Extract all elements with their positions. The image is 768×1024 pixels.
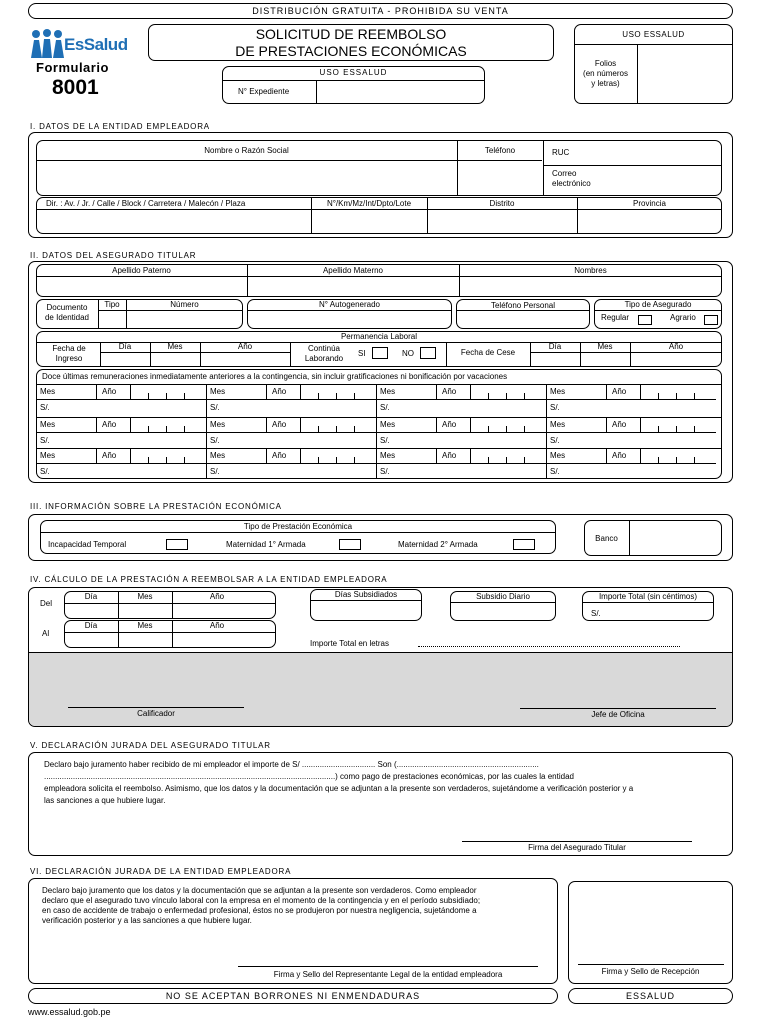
autogenerado-label: N° Autogenerado — [318, 300, 381, 309]
regular-checkbox[interactable] — [638, 315, 652, 325]
del-dia-label: Día — [84, 592, 98, 601]
maternidad2-label: Maternidad 2° Armada — [398, 540, 478, 549]
tipo-asegurado-label: Tipo de Asegurado — [624, 300, 692, 309]
al-dia-label: Día — [84, 621, 98, 630]
anio-divider — [640, 418, 641, 432]
anio-divider — [300, 418, 301, 432]
numero-direccion-field[interactable] — [312, 210, 426, 232]
al-label: Al — [42, 629, 50, 638]
remuneracion-6-field[interactable] — [230, 433, 370, 447]
mes-divider — [606, 385, 607, 399]
doce-ultimas-label: Doce últimas remuneraciones inmediatamente anteriores a la contingencia, sin incluir gratificaciones ni bonificación por vacaciones — [42, 372, 508, 381]
direccion-field[interactable] — [38, 210, 310, 232]
banco-label: Banco — [595, 534, 618, 543]
mes-label: Mes — [550, 420, 566, 429]
ingreso-mes-label: Mes — [167, 342, 183, 351]
agrario-label: Agrario — [670, 313, 696, 322]
permanencia-label: Permanencia Laboral — [340, 332, 418, 341]
anio-divider — [470, 449, 471, 463]
soles-label: S/. — [550, 403, 560, 412]
website-link[interactable]: www.essalud.gob.pe — [28, 1007, 111, 1017]
no-label: NO — [402, 349, 414, 358]
people-logo-icon — [30, 28, 66, 58]
correo-field[interactable] — [610, 167, 720, 194]
remuneracion-9-field[interactable] — [60, 464, 200, 478]
al-mes-label: Mes — [137, 621, 153, 630]
del-label: Del — [40, 599, 53, 608]
subsidio-diario-field[interactable] — [452, 603, 554, 619]
soles-label: S/. — [210, 403, 220, 412]
telefono-personal-label: Teléfono Personal — [490, 301, 556, 310]
anio-divider — [300, 385, 301, 399]
del-anio-label: Año — [209, 592, 225, 601]
declaracion-entidad-line2: declaro que el asegurado tuvo vínculo laboral con la empresa en el momento de la contingencia y en el período subsidiado; — [42, 896, 481, 905]
mes-label: Mes — [210, 420, 226, 429]
fecha-ingreso-label-2: Ingreso — [55, 354, 83, 363]
telefono-personal-field[interactable] — [458, 311, 588, 327]
jefe-oficina-label: Jefe de Oficina — [591, 710, 645, 719]
cese-mes-label: Mes — [597, 342, 613, 351]
anio-divider — [130, 385, 131, 399]
cese-dia-label: Día — [548, 342, 562, 351]
mes-label: Mes — [380, 451, 396, 460]
continua-label-1: Continúa — [307, 344, 341, 353]
anio-label: Año — [612, 451, 627, 460]
dias-subsidiados-label: Días Subsidiados — [334, 590, 398, 599]
mes-divider — [436, 418, 437, 432]
mes-divider — [266, 385, 267, 399]
soles-label: S/. — [380, 403, 390, 412]
fecha-cese-label: Fecha de Cese — [460, 348, 516, 357]
tipo-prestacion-label: Tipo de Prestación Económica — [243, 522, 353, 531]
no-checkbox[interactable] — [420, 347, 436, 359]
uso-essalud-center: USO ESSALUD — [319, 68, 388, 77]
mes-divider — [606, 418, 607, 432]
soles-label: S/. — [550, 467, 560, 476]
expediente-field[interactable] — [317, 81, 483, 103]
apellido-paterno-label: Apellido Paterno — [112, 266, 171, 275]
remuneracion-3-field[interactable] — [400, 400, 540, 414]
tipo-doc-label: Tipo — [104, 300, 120, 309]
declaracion-entidad-line4: verificación posterior y a las sanciones a que hubiere lugar. — [42, 916, 252, 925]
al-anio-label: Año — [209, 621, 225, 630]
folios-label-1: Folios — [594, 59, 617, 68]
folios-label-3: y letras) — [591, 79, 620, 88]
ruc-field[interactable] — [600, 142, 720, 164]
brand-name: EsSalud — [64, 35, 128, 54]
razon-social-label: Nombre o Razón Social — [204, 146, 289, 155]
provincia-field[interactable] — [578, 210, 721, 232]
si-label: SI — [358, 349, 366, 358]
anio-label: Año — [272, 451, 287, 460]
documento-label-2: de Identidad — [44, 313, 90, 322]
mes-divider — [96, 385, 97, 399]
correo-label-2: electrónico — [552, 179, 591, 188]
cese-anio-label: Año — [668, 342, 684, 351]
firma-asegurado-label: Firma del Asegurado Titular — [528, 843, 626, 852]
calificador-label: Calificador — [137, 709, 175, 718]
anio-label: Año — [102, 420, 117, 429]
mes-divider — [436, 449, 437, 463]
distrito-label: Distrito — [489, 199, 515, 208]
section3-title: III. INFORMACIÓN SOBRE LA PRESTACIÓN ECONÓMICA — [30, 502, 282, 511]
mes-label: Mes — [550, 451, 566, 460]
maternidad1-checkbox[interactable] — [339, 539, 361, 550]
anio-label: Año — [272, 387, 287, 396]
agrario-checkbox[interactable] — [704, 315, 718, 325]
apellido-materno-label: Apellido Materno — [322, 266, 384, 275]
expediente-label: N° Expediente — [238, 87, 290, 96]
direccion-label: Dir. : Av. / Jr. / Calle / Block / Carretera / Malecón / Plaza — [46, 199, 246, 208]
banco-field[interactable] — [630, 522, 720, 554]
remuneracion-2-field[interactable] — [230, 400, 370, 414]
firma-representante-field[interactable] — [238, 935, 538, 966]
remuneracion-7-field[interactable] — [400, 433, 540, 447]
remuneracion-4-field[interactable] — [570, 400, 710, 414]
fecha-ingreso-label-1: Fecha de — [52, 344, 86, 353]
soles-label: S/. — [210, 467, 220, 476]
title-line1: SOLICITUD DE REEMBOLSO — [255, 26, 447, 42]
del-mes-label: Mes — [137, 592, 153, 601]
firma-representante-label: Firma y Sello del Representante Legal de la entidad empleadora — [273, 970, 503, 979]
anio-label: Año — [612, 420, 627, 429]
section5-title: V. DECLARACIÓN JURADA DEL ASEGURADO TITULAR — [30, 741, 271, 750]
autogenerado-field[interactable] — [249, 311, 450, 327]
declaracion-asegurado-line3: empleadora solicita el reembolso. Asimismo, que los datos y la documentación que se adjuntan a la presente son verdaderos, sujetándome a verificación posterior y a — [44, 784, 634, 793]
anio-divider — [640, 385, 641, 399]
mes-divider — [96, 418, 97, 432]
razon-social-field[interactable] — [38, 161, 456, 194]
mes-divider — [96, 449, 97, 463]
importe-total-label: Importe Total (sin céntimos) — [598, 592, 698, 601]
regular-label: Regular — [601, 313, 630, 322]
section4-title: IV. CÁLCULO DE LA PRESTACIÓN A REEMBOLSAR A LA ENTIDAD EMPLEADORA — [30, 575, 388, 584]
soles-label: S/. — [40, 403, 50, 412]
distrito-field[interactable] — [428, 210, 576, 232]
folios-label-2: (en números — [583, 69, 628, 78]
soles-label: S/. — [40, 436, 50, 445]
numero-doc-field[interactable] — [127, 311, 241, 327]
soles-label: S/. — [550, 436, 560, 445]
remuneracion-5-field[interactable] — [60, 433, 200, 447]
formulario-number: 8001 — [52, 76, 99, 99]
nombres-label: Nombres — [574, 266, 607, 275]
declaracion-asegurado-line2: ...................................................................................................................................) como pago de prestaciones económicas, por las cuales la entidad — [44, 772, 574, 781]
firma-recepcion-field[interactable] — [572, 885, 729, 963]
importe-soles-label: S/. — [591, 609, 601, 618]
ingreso-anio-label: Año — [237, 342, 253, 351]
incapacidad-label: Incapacidad Temporal — [48, 540, 127, 549]
anio-label: Año — [442, 420, 457, 429]
anio-label: Año — [612, 387, 627, 396]
incapacidad-checkbox[interactable] — [166, 539, 188, 550]
declaracion-entidad-line1: Declaro bajo juramento que los datos y la documentación que se adjuntan a la presente son verdaderos. Como empleador — [42, 886, 477, 895]
numero-direccion-label: N°/Km/Mz/Int/Dpto/Lote — [326, 199, 412, 208]
soles-label: S/. — [40, 467, 50, 476]
apellido-paterno-field[interactable] — [38, 277, 246, 295]
mes-divider — [266, 449, 267, 463]
anio-divider — [130, 449, 131, 463]
remuneracion-10-field[interactable] — [230, 464, 370, 478]
fecha-ingreso-field[interactable] — [101, 353, 289, 366]
remuneracion-12-field[interactable] — [570, 464, 710, 478]
ingreso-dia-label: Día — [118, 342, 132, 351]
anio-divider — [470, 418, 471, 432]
mes-label: Mes — [550, 387, 566, 396]
apellido-materno-field[interactable] — [248, 277, 458, 295]
formulario-label: Formulario — [36, 60, 109, 75]
essalud-footer-label: ESSALUD — [625, 991, 676, 1001]
section2-title: II. DATOS DEL ASEGURADO TITULAR — [30, 251, 197, 260]
mes-label: Mes — [380, 387, 396, 396]
importe-letras-label: Importe Total en letras — [310, 639, 390, 648]
numero-doc-label: Número — [170, 300, 199, 309]
nombres-field[interactable] — [460, 277, 720, 295]
anio-divider — [470, 385, 471, 399]
mes-label: Mes — [40, 420, 56, 429]
anio-label: Año — [272, 420, 287, 429]
importe-letras-field[interactable] — [418, 634, 680, 646]
soles-label: S/. — [380, 436, 390, 445]
top-notice: DISTRIBUCIÓN GRATUITA - PROHIBIDA SU VENTA — [252, 6, 509, 16]
mes-divider — [266, 418, 267, 432]
soles-label: S/. — [210, 436, 220, 445]
mes-label: Mes — [40, 451, 56, 460]
dias-subsidiados-field[interactable] — [312, 601, 420, 619]
telefono-field[interactable] — [459, 161, 542, 194]
mes-label: Mes — [210, 451, 226, 460]
importe-total-field[interactable] — [606, 604, 712, 619]
provincia-label: Provincia — [633, 199, 666, 208]
section6-title: VI. DECLARACIÓN JURADA DE LA ENTIDAD EMPLEADORA — [30, 867, 292, 876]
section1-title: I. DATOS DE LA ENTIDAD EMPLEADORA — [30, 122, 210, 131]
uso-essalud-right: USO ESSALUD — [622, 30, 685, 39]
ruc-label: RUC — [552, 148, 570, 157]
telefono-label: Teléfono — [484, 146, 516, 155]
declaracion-asegurado-line1: Declaro bajo juramento haber recibido de mi empleador el importe de S/ ................................. Son (................................................................ — [44, 760, 539, 769]
essalud-logo — [30, 28, 140, 58]
mes-label: Mes — [40, 387, 56, 396]
mes-divider — [436, 385, 437, 399]
anio-label: Año — [102, 451, 117, 460]
si-checkbox[interactable] — [372, 347, 388, 359]
mes-label: Mes — [210, 387, 226, 396]
tipo-doc-field[interactable] — [99, 311, 125, 327]
subsidio-diario-label: Subsidio Diario — [476, 592, 530, 601]
no-borrones-label: NO SE ACEPTAN BORRONES NI ENMENDADURAS — [165, 991, 421, 1001]
firma-asegurado-field[interactable] — [462, 815, 692, 841]
anio-divider — [130, 418, 131, 432]
remuneracion-1-field[interactable] — [60, 400, 200, 414]
anio-label: Año — [442, 387, 457, 396]
fecha-cese-field[interactable] — [531, 353, 720, 366]
mes-label: Mes — [380, 420, 396, 429]
anio-label: Año — [102, 387, 117, 396]
al-date-field[interactable] — [66, 633, 274, 646]
firma-recepcion-label: Firma y Sello de Recepción — [601, 967, 700, 976]
anio-divider — [300, 449, 301, 463]
maternidad1-label: Maternidad 1° Armada — [226, 540, 306, 549]
documento-label-1: Documento — [46, 303, 88, 312]
maternidad2-checkbox[interactable] — [513, 539, 535, 550]
del-date-field[interactable] — [66, 604, 274, 617]
title-line2: DE PRESTACIONES ECONÓMICAS — [235, 43, 467, 59]
soles-label: S/. — [380, 467, 390, 476]
declaracion-asegurado-line4: las sanciones a que hubiere lugar. — [44, 796, 166, 805]
remuneracion-11-field[interactable] — [400, 464, 540, 478]
declaracion-entidad-line3: en caso de accidente de trabajo o enfermedad profesional, éstos no se produjeron por nuestra negligencia, sujetándome a — [42, 906, 477, 915]
anio-divider — [640, 449, 641, 463]
continua-label-2: Laborando — [304, 354, 344, 363]
mes-divider — [606, 449, 607, 463]
anio-label: Año — [442, 451, 457, 460]
folios-field[interactable] — [638, 45, 732, 103]
remuneracion-8-field[interactable] — [570, 433, 710, 447]
correo-label-1: Correo — [552, 169, 577, 178]
